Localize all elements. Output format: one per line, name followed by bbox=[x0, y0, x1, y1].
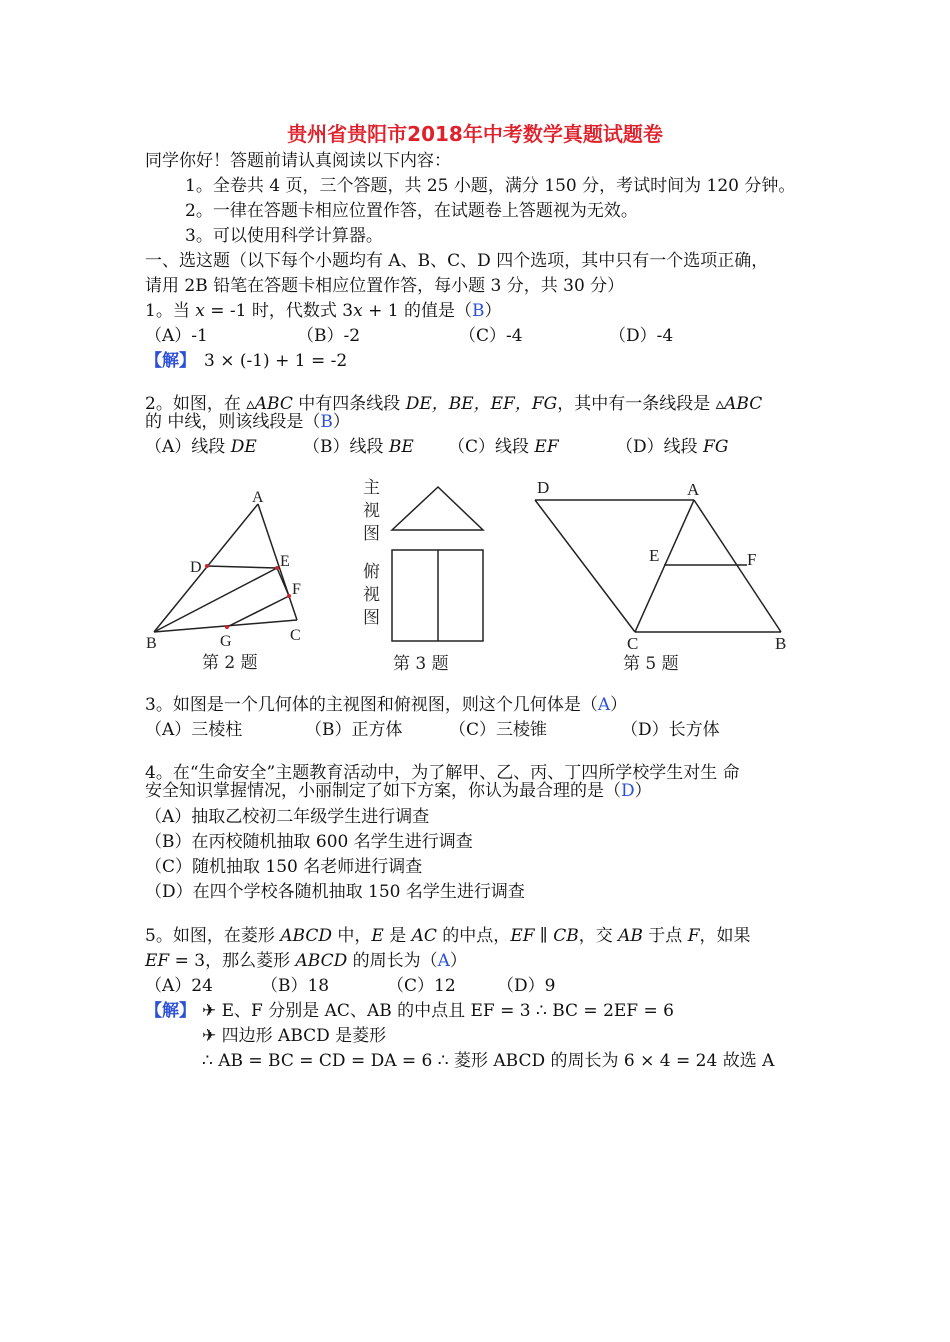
q2-stem-part: 的 中线，则该线段是（ bbox=[145, 412, 321, 432]
point-g bbox=[225, 625, 229, 629]
q5-option-a: （A）24 bbox=[145, 976, 213, 996]
q5-options bbox=[145, 975, 555, 997]
q5-option-b: （B）18 bbox=[261, 976, 330, 996]
q5-parallel: ∥ bbox=[534, 926, 554, 946]
figure-2-caption: 第 2 题 bbox=[202, 653, 258, 673]
label-b: B bbox=[146, 635, 157, 652]
top-view-label-1: 俯 bbox=[363, 562, 380, 581]
q3-option-c: （C）三棱锥 bbox=[449, 720, 548, 740]
q1-solution bbox=[145, 350, 347, 372]
q5-stem-part: 5。如图，在菱形 bbox=[145, 926, 281, 946]
q1-stem-part: + 1 的值是（ bbox=[362, 301, 472, 321]
q3-option-b: （B）正方体 bbox=[305, 720, 403, 740]
q1-stem bbox=[145, 300, 501, 322]
q1-var: x bbox=[353, 301, 363, 321]
q5-seg-ef: EF bbox=[145, 951, 170, 971]
q5-rhombus: ABCD bbox=[295, 951, 348, 971]
q5-option-c: （C）12 bbox=[387, 976, 456, 996]
q2-options bbox=[145, 436, 728, 458]
edge-ab bbox=[154, 504, 258, 632]
q3-stem-part: ） bbox=[610, 695, 628, 715]
q5-stem-part: 的中点， bbox=[436, 926, 511, 946]
q2-answer: B bbox=[320, 412, 333, 432]
q5-stem-part: 于点 bbox=[642, 926, 688, 946]
q5-seg-ab: AB bbox=[618, 926, 643, 946]
greeting: 同学你好！答题前请认真阅读以下内容： bbox=[145, 151, 451, 171]
front-view-label-2: 视 bbox=[363, 501, 380, 520]
q5-solution-line1 bbox=[145, 1000, 674, 1022]
q5-seg-cb: CB bbox=[553, 926, 579, 946]
q3-option-d: （D）长方体 bbox=[621, 720, 720, 740]
q5-seg-ef: EF bbox=[510, 926, 535, 946]
q2-triangle: ▵ABC bbox=[715, 394, 763, 414]
top-view-label-2: 视 bbox=[363, 585, 380, 604]
q2-segments: DE，BE，EF，FG bbox=[405, 394, 558, 414]
point-f bbox=[287, 594, 291, 598]
q4-option-b: （B）在丙校随机抽取 600 名学生进行调查 bbox=[145, 832, 473, 852]
q5-stem-line1 bbox=[145, 925, 751, 947]
q2-option-b: （B）线段 BE bbox=[303, 437, 414, 457]
q5-stem-part: = 3，那么菱形 bbox=[169, 951, 296, 971]
q1-option-b: （B）-2 bbox=[297, 326, 361, 346]
point-d bbox=[205, 564, 209, 568]
q5-seg-ac: AC bbox=[411, 926, 437, 946]
q5-stem-line2 bbox=[145, 950, 467, 972]
label-e: E bbox=[280, 553, 290, 570]
label-e: E bbox=[649, 546, 660, 565]
edge-dc bbox=[535, 500, 635, 632]
q2-triangle: ▵ABC bbox=[246, 394, 293, 414]
solution-label: 【解】 bbox=[145, 351, 196, 371]
diagonal-ac bbox=[635, 500, 694, 632]
q5-answer: A bbox=[437, 951, 450, 971]
q2-stem-line2 bbox=[145, 411, 350, 433]
q5-stem-part: 中， bbox=[331, 926, 372, 946]
label-a: A bbox=[252, 490, 264, 506]
segment-be bbox=[154, 568, 277, 632]
q5-point-f: F bbox=[687, 926, 700, 946]
q1-options bbox=[145, 325, 673, 347]
q4-stem-line1: 4。在“生命安全”主题教育活动中，为了解甲、乙、丙、丁四所学校学生对生 命 bbox=[145, 763, 740, 783]
intro-item-2: 2。一律在答题卡相应位置作答，在试题卷上答题视为无效。 bbox=[185, 201, 638, 221]
intro-item-3: 3。可以使用科学计算器。 bbox=[185, 226, 383, 246]
q5-point-e: E bbox=[371, 926, 384, 946]
q3-option-a: （A）三棱柱 bbox=[145, 720, 243, 740]
figure-5-caption: 第 5 题 bbox=[623, 654, 679, 674]
q5-solution-text: ✈ E、F 分别是 AC、AB 的中点且 EF = 3 ∴ BC = 2EF = 6 bbox=[202, 1001, 674, 1021]
q3-stem-part: 3。如图是一个几何体的主视图和俯视图，则这个几何体是（ bbox=[145, 695, 598, 715]
q4-option-a: （A）抽取乙校初二年级学生进行调查 bbox=[145, 807, 430, 827]
front-view-label-1: 主 bbox=[363, 478, 380, 497]
q4-option-d: （D）在四个学校各随机抽取 150 名学生进行调查 bbox=[145, 882, 525, 902]
label-c: C bbox=[290, 627, 301, 644]
label-d: D bbox=[537, 478, 550, 497]
q5-stem-part: ，如果 bbox=[699, 926, 751, 946]
q5-rhombus: ABCD bbox=[280, 926, 332, 946]
q5-stem-part: 是 bbox=[383, 926, 412, 946]
q3-options bbox=[145, 719, 720, 741]
figure-3-caption: 第 3 题 bbox=[393, 654, 449, 674]
q2-stem-part: 2。如图，在 bbox=[145, 394, 247, 414]
q2-stem-part: ，其中有一条线段是 bbox=[557, 394, 716, 414]
label-d: D bbox=[190, 559, 202, 576]
q1-answer: B bbox=[471, 301, 485, 321]
figure-3 bbox=[355, 475, 495, 680]
solution-label: 【解】 bbox=[145, 1001, 196, 1021]
edge-ab bbox=[694, 500, 781, 632]
q1-solution-text: 3 × (-1) + 1 = -2 bbox=[204, 351, 348, 371]
q4-answer: D bbox=[621, 781, 635, 801]
label-b: B bbox=[775, 634, 787, 653]
q4-stem-part: ） bbox=[634, 781, 652, 801]
label-c: C bbox=[627, 634, 639, 653]
q2-option-a: （A）线段 DE bbox=[145, 437, 257, 457]
q5-stem-part: ，交 bbox=[578, 926, 619, 946]
point-e bbox=[275, 566, 279, 570]
q5-option-d: （D）9 bbox=[497, 976, 556, 996]
q3-answer: A bbox=[597, 695, 611, 715]
q5-solution-line2: ✈ 四边形 ABCD 是菱形 bbox=[202, 1026, 387, 1046]
q1-var: x bbox=[195, 301, 205, 321]
q1-stem-part: 1。当 bbox=[145, 301, 196, 321]
q4-stem-part: 安全知识掌握情况，小丽制定了如下方案，你认为最合理的是（ bbox=[145, 781, 621, 801]
q5-stem-part: ） bbox=[449, 951, 467, 971]
segment-de bbox=[207, 566, 277, 568]
label-a: A bbox=[687, 480, 700, 499]
front-view-triangle bbox=[392, 487, 483, 530]
q2-option-d: （D）线段 FG bbox=[616, 437, 729, 457]
q5-solution-line3: ∴ AB = BC = CD = DA = 6 ∴ 菱形 ABCD 的周长为 6 × 4 = 24 故选 A bbox=[202, 1051, 775, 1071]
q1-stem-part: = -1 时，代数式 3 bbox=[204, 301, 354, 321]
q4-stem-line2 bbox=[145, 780, 652, 802]
label-f: F bbox=[747, 550, 757, 569]
q1-option-c: （C）-4 bbox=[459, 326, 523, 346]
top-view-label-3: 图 bbox=[363, 608, 380, 627]
q1-option-d: （D）-4 bbox=[609, 326, 674, 346]
front-view-label-3: 图 bbox=[363, 524, 380, 543]
page-title: 贵州省贵阳市2018年中考数学真题试题卷 bbox=[287, 122, 663, 146]
q5-stem-part: 的周长为（ bbox=[347, 951, 438, 971]
q3-stem bbox=[145, 694, 627, 716]
label-f: F bbox=[292, 581, 301, 598]
figure-5 bbox=[525, 475, 805, 680]
edge-ac bbox=[258, 504, 297, 620]
section-heading-line1: 一、选这题（以下每个小题均有 A、B、C、D 四个选项，其中只有一个选项正确， bbox=[145, 251, 769, 271]
label-g: G bbox=[220, 633, 232, 650]
q4-option-c: （C）随机抽取 150 名老师进行调查 bbox=[145, 857, 423, 877]
q2-stem-part: ） bbox=[332, 412, 350, 432]
figure-2 bbox=[140, 490, 320, 680]
intro-item-1: 1。全卷共 4 页，三个答题，共 25 小题，满分 150 分，考试时间为 120 分钟。 bbox=[185, 176, 796, 196]
segment-ef bbox=[277, 568, 289, 596]
section-heading-line2: 请用 2B 铅笔在答题卡相应位置作答，每小题 3 分，共 30 分） bbox=[145, 276, 625, 296]
q2-option-c: （C）线段 EF bbox=[448, 437, 559, 457]
segment-fg bbox=[227, 596, 289, 627]
q1-option-a: （A）-1 bbox=[145, 326, 208, 346]
q1-stem-part: ） bbox=[484, 301, 502, 321]
q2-stem-part: 中有四条线段 bbox=[292, 394, 406, 414]
